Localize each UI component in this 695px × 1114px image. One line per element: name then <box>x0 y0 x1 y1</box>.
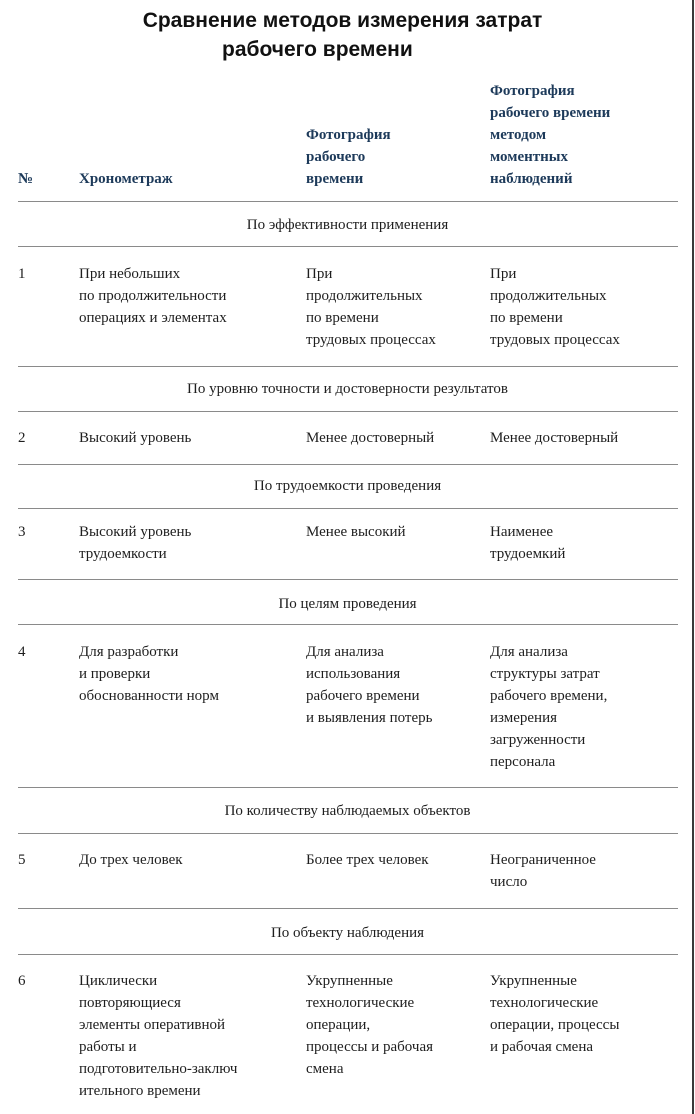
table-header <box>0 0 695 200</box>
divider <box>18 366 678 367</box>
cell-snapshot-method: Наименее трудоемкий <box>490 524 566 562</box>
cell-snapshot-method: Менее достоверный <box>490 430 619 446</box>
cell-worktime-photo: При продолжительных по времени трудовых процессах <box>306 266 436 348</box>
header-number: № <box>18 171 34 187</box>
cell-chronometry: Циклически повторяющиеся элементы оперативной работы и подготовительно-заключ ительного времени <box>79 973 238 1099</box>
header-col-snapshot-method: Фотография рабочего времени методом моментных наблюдений <box>490 83 611 187</box>
divider <box>18 508 678 509</box>
row-number: 6 <box>18 973 26 989</box>
header-col-worktime-photo: Фотография рабочего времени <box>306 127 391 187</box>
cell-snapshot-method: При продолжительных по времени трудовых процессах <box>490 266 620 348</box>
row-number: 5 <box>18 852 26 868</box>
cell-worktime-photo: Укрупненные технологические операции, процессы и рабочая смена <box>306 973 434 1077</box>
divider <box>18 201 678 202</box>
section-heading: По уровню точности и достоверности результатов <box>187 381 508 397</box>
divider <box>18 464 678 465</box>
header-col-chronometry: Хронометраж <box>79 171 173 187</box>
cell-chronometry: Высокий уровень <box>79 430 192 446</box>
row-number: 4 <box>18 644 26 660</box>
cell-chronometry: При небольших по продолжительности операциях и элементах <box>79 266 227 326</box>
section-heading: По целям проведения <box>278 596 417 612</box>
divider <box>18 954 678 955</box>
row-number: 3 <box>18 524 26 540</box>
divider <box>18 833 678 834</box>
title-line-1: Сравнение методов измерения затрат <box>142 9 543 32</box>
cell-snapshot-method: Укрупненные технологические операции, процессы и рабочая смена <box>490 973 620 1055</box>
cell-chronometry: Для разработки и проверки обоснованности норм <box>79 644 219 704</box>
divider <box>18 787 678 788</box>
cell-chronometry: До трех человек <box>79 852 183 868</box>
section-heading: По объекту наблюдения <box>270 925 425 941</box>
cell-chronometry: Высокий уровень трудоемкости <box>79 524 192 562</box>
section-heading: По трудоемкости проведения <box>253 478 442 494</box>
divider <box>18 411 678 412</box>
section-heading: По количеству наблюдаемых объектов <box>224 803 471 819</box>
cell-snapshot-method: Неограниченное число <box>490 852 596 890</box>
section-heading: По эффективности применения <box>246 217 449 233</box>
divider <box>18 908 678 909</box>
divider <box>18 624 678 625</box>
divider <box>18 246 678 247</box>
row-number: 2 <box>18 430 26 446</box>
divider <box>18 579 678 580</box>
cell-worktime-photo: Менее высокий <box>306 524 406 540</box>
row-number: 1 <box>18 266 26 282</box>
title-line-2: рабочего времени <box>222 38 413 61</box>
cell-worktime-photo: Менее достоверный <box>306 430 435 446</box>
cell-snapshot-method: Для анализа структуры затрат рабочего времени, измерения загруженности персонала <box>490 644 608 770</box>
cell-worktime-photo: Для анализа использования рабочего времени и выявления потерь <box>306 644 433 726</box>
cell-worktime-photo: Более трех человек <box>306 852 429 868</box>
page-border <box>692 0 694 1114</box>
